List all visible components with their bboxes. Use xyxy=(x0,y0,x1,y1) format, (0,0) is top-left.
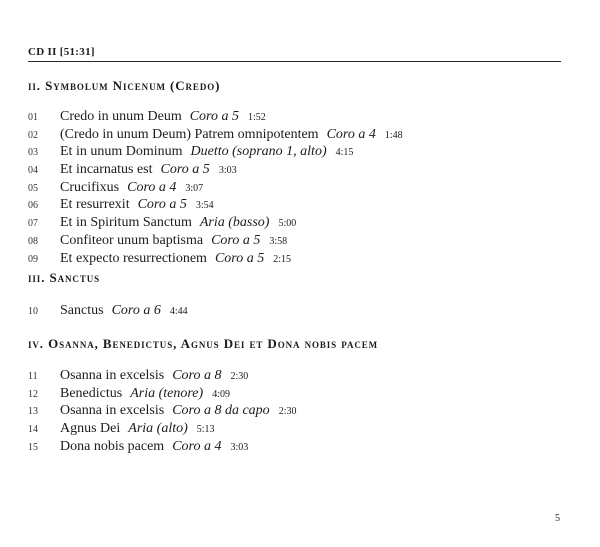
track-title: Benedictus xyxy=(60,385,123,401)
track-title: Et incarnatus est xyxy=(60,162,153,178)
track-duration: 5:00 xyxy=(278,218,297,230)
track-form: Duetto (soprano 1, alto) xyxy=(190,144,327,160)
track-duration: 1:48 xyxy=(384,129,403,141)
track-row xyxy=(28,367,296,385)
track-title: Crucifixus xyxy=(60,179,120,195)
track-list-osanna xyxy=(28,367,296,455)
track-number: 03 xyxy=(28,147,38,159)
track-duration: 5:13 xyxy=(196,424,215,436)
track-title: Osanna in excelsis xyxy=(60,368,165,383)
track-form: Aria (tenore) xyxy=(130,385,204,401)
track-title: Credo in unum Deum xyxy=(60,109,182,124)
track-number: 10 xyxy=(28,306,38,317)
track-form: Coro a 4 xyxy=(172,438,222,454)
track-number: 02 xyxy=(28,129,38,141)
track-number: 07 xyxy=(28,218,38,230)
track-list-sanctus xyxy=(28,302,188,320)
track-duration: 2:30 xyxy=(230,371,249,382)
track-number: 11 xyxy=(28,371,38,382)
track-row xyxy=(28,385,296,403)
track-duration: 3:03 xyxy=(218,165,237,177)
track-row xyxy=(28,402,296,420)
track-title: Dona nobis pacem xyxy=(60,438,165,454)
track-row xyxy=(28,250,403,268)
track-title: Agnus Dei xyxy=(60,421,121,437)
track-title: Confiteor unum baptisma xyxy=(60,232,204,248)
track-title: Osanna in excelsis xyxy=(60,403,165,419)
track-form: Coro a 8 da capo xyxy=(172,403,270,419)
track-duration: 3:54 xyxy=(195,200,214,212)
track-number: 15 xyxy=(28,441,38,453)
section-title-credo: ii. Symbolum Nicenum (Credo) xyxy=(28,78,221,93)
track-number: 05 xyxy=(28,182,38,194)
track-form: Coro a 4 xyxy=(326,126,376,142)
track-form: Coro a 5 xyxy=(160,162,210,178)
header-rule xyxy=(28,61,561,62)
track-form: Coro a 5 xyxy=(211,232,261,248)
track-duration: 4:44 xyxy=(169,306,188,317)
track-row xyxy=(28,161,403,179)
track-number: 06 xyxy=(28,200,38,212)
track-title: Et in Spiritum Sanctum xyxy=(60,215,192,231)
track-duration: 4:09 xyxy=(212,388,230,400)
track-duration: 3:58 xyxy=(269,235,288,247)
track-number: 14 xyxy=(28,424,38,436)
page-number: 5 xyxy=(555,513,560,524)
track-number: 12 xyxy=(28,388,38,400)
track-number: 08 xyxy=(28,235,38,247)
track-title: Sanctus xyxy=(60,303,104,318)
track-title: Et in unum Dominum xyxy=(60,144,183,160)
track-number: 09 xyxy=(28,253,38,265)
section-title-osanna: iv. Osanna, Benedictus, Agnus Dei et Dona nobis pacem xyxy=(28,336,379,351)
track-list-credo xyxy=(28,108,403,267)
track-row xyxy=(28,108,403,126)
track-title: Et expecto resurrectionem xyxy=(60,250,207,266)
track-number: 13 xyxy=(28,406,38,418)
track-duration: 3:07 xyxy=(185,182,204,194)
track-form: Coro a 4 xyxy=(127,179,177,195)
track-number: 01 xyxy=(28,112,38,123)
track-form: Coro a 5 xyxy=(214,250,265,266)
track-title: Et resurrexit xyxy=(60,197,130,213)
track-duration: 1:52 xyxy=(248,112,266,123)
track-form: Coro a 5 xyxy=(137,197,187,213)
track-duration: 4:15 xyxy=(335,147,354,159)
track-form: Coro a 6 xyxy=(111,303,161,318)
track-duration: 2:30 xyxy=(278,406,297,418)
track-form: Aria (basso) xyxy=(199,215,270,231)
track-row xyxy=(28,179,403,197)
track-row xyxy=(28,214,403,232)
track-row xyxy=(28,420,296,438)
cd-header: CD II [51:31] xyxy=(28,46,95,58)
track-duration: 3:03 xyxy=(230,441,249,453)
track-duration: 2:15 xyxy=(273,253,291,265)
track-form: Coro a 5 xyxy=(189,109,239,124)
track-row xyxy=(28,143,403,161)
section-title-sanctus: iii. Sanctus xyxy=(28,270,101,285)
track-row xyxy=(28,126,403,144)
track-number: 04 xyxy=(28,165,38,177)
track-form: Aria (alto) xyxy=(128,421,188,437)
track-row xyxy=(28,438,296,456)
track-form: Coro a 8 xyxy=(172,368,222,383)
track-title: (Credo in unum Deum) Patrem omnipotentem xyxy=(60,126,319,142)
track-row xyxy=(28,302,188,320)
track-row xyxy=(28,196,403,214)
track-row xyxy=(28,232,403,250)
